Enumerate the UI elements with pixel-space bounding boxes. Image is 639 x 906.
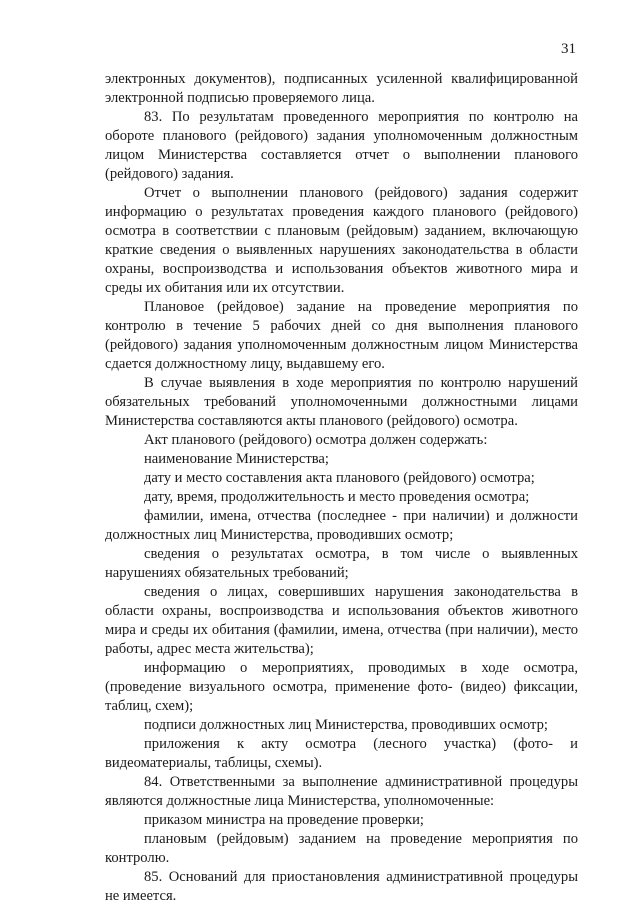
paragraph: информацию о мероприятиях, проводимых в ходе осмотра, (проведение визуального осмотра, применение фото- (видео) фиксации, таблиц, схем);	[105, 660, 578, 714]
paragraph: 84. Ответственными за выполнение административной процедуры являются должностные лица Министерства, уполномоченные:	[105, 774, 578, 809]
paragraph: Плановое (рейдовое) задание на проведение мероприятия по контролю в течение 5 рабочих дней со дня выполнения планового (рейдового) задания уполномоченным должностным лицом Министерства сдается должностному лицу, выдавшему его.	[105, 299, 578, 372]
paragraph: фамилии, имена, отчества (последнее - при наличии) и должности должностных лиц Министерства, проводивших осмотр;	[105, 508, 578, 543]
document-body	[105, 70, 578, 906]
paragraph: подписи должностных лиц Министерства, проводивших осмотр;	[144, 717, 548, 733]
paragraph: 83. По результатам проведенного мероприятия по контролю на обороте планового (рейдового) задания уполномоченным должностным лицом Министерства составляется отчет о выполнении планового (рейдового) задания.	[105, 109, 578, 182]
paragraph: приложения к акту осмотра (лесного участка) (фото- и видеоматериалы, таблицы, схемы).	[105, 736, 578, 771]
paragraph: сведения о результатах осмотра, в том числе о выявленных нарушениях обязательных требований;	[105, 546, 578, 581]
paragraph: В случае выявления в ходе мероприятия по контролю нарушений обязательных требований уполномоченными должностными лицами Министерства составляются акты планового (рейдового) осмотра.	[105, 375, 578, 429]
paragraph: плановым (рейдовым) заданием на проведение мероприятия по контролю.	[105, 831, 578, 866]
paragraph: Отчет о выполнении планового (рейдового) задания содержит информацию о результатах проведения каждого планового (рейдового) осмотра в соответствии с плановым (рейдовым) заданием, включающую краткие сведения о выявленных нарушениях законодательства в области охраны, воспроизводства и использования объектов животного мира и среды их обитания или их отсутствии.	[105, 185, 578, 296]
paragraph: приказом министра на проведение проверки;	[144, 812, 424, 828]
paragraph: дату и место составления акта планового (рейдового) осмотра;	[144, 470, 535, 486]
paragraph: наименование Министерства;	[144, 451, 329, 467]
paragraph: Акт планового (рейдового) осмотра должен содержать:	[144, 432, 488, 448]
paragraph: электронных документов), подписанных усиленной квалифицированной электронной подписью проверяемого лица.	[105, 71, 578, 106]
paragraph: дату, время, продолжительность и место проведения осмотра;	[144, 489, 530, 505]
paragraph: сведения о лицах, совершивших нарушения законодательства в области охраны, воспроизводства и использования объектов животного мира и среды их обитания (фамилии, имена, отчества (при наличии), место работы, адрес места жительства);	[105, 584, 578, 657]
paragraph: 85. Оснований для приостановления административной процедуры не имеется.	[105, 869, 578, 904]
page-number: 31	[561, 41, 576, 57]
